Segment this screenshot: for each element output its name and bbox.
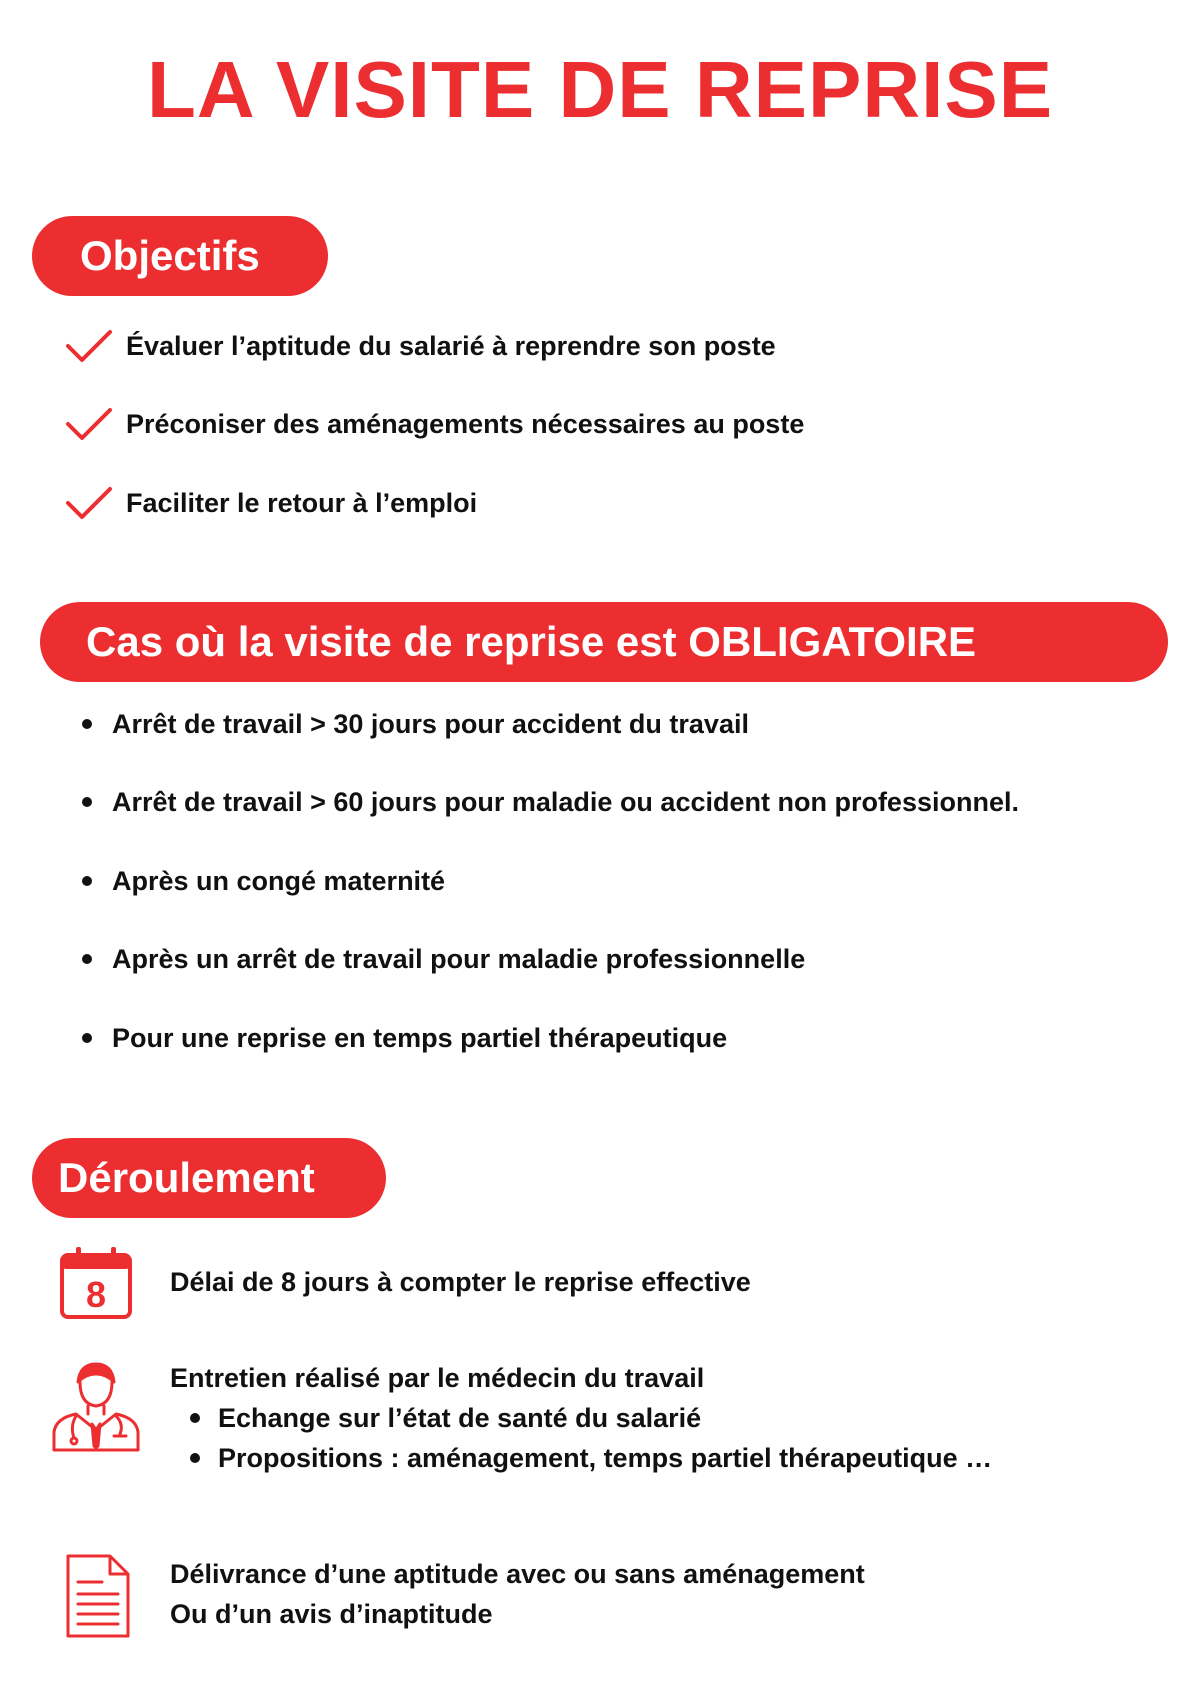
bullet-dot (190, 1413, 200, 1423)
checkmark-icon (64, 404, 114, 444)
list-item (82, 782, 1019, 822)
list-item (82, 1018, 727, 1058)
checkmark-icon (64, 326, 114, 366)
sub-list-item (170, 1438, 992, 1478)
sub-list-item-text: Echange sur l’état de santé du salarié (218, 1403, 702, 1433)
list-item (82, 704, 749, 744)
page-title: LA VISITE DE REPRISE (146, 45, 1054, 134)
sub-list (170, 1398, 992, 1478)
section-heading-label: Objectifs (80, 232, 260, 279)
list-item-text: Après un arrêt de travail pour maladie professionnelle (112, 943, 806, 974)
doctor-icon (50, 1360, 142, 1452)
bullet-dot (82, 876, 92, 886)
objective-text: Faciliter le retour à l’emploi (126, 487, 478, 518)
list-item (82, 939, 805, 979)
bullet-dot (82, 719, 92, 729)
objective-text: Évaluer l’aptitude du salarié à reprendre son poste (126, 330, 776, 361)
objective-item (64, 400, 804, 448)
section-heading-label: Cas où la visite de reprise est OBLIGATOIRE (86, 618, 977, 665)
section-heading-objectifs (32, 216, 328, 296)
bullet-dot (82, 1033, 92, 1043)
list-item (82, 861, 445, 901)
step-text: Entretien réalisé par le médecin du travail (170, 1363, 705, 1393)
list-item-text: Arrêt de travail > 30 jours pour accident du travail (112, 708, 749, 739)
step-block (170, 1358, 992, 1478)
sub-list-item-text: Propositions : aménagement, temps partiel thérapeutique … (218, 1443, 993, 1473)
list-item-text: Arrêt de travail > 60 jours pour maladie ou accident non professionnel. (112, 786, 1019, 817)
step-text-line: Ou d’un avis d’inaptitude (170, 1599, 493, 1629)
step-text-line: Délivrance d’une aptitude avec ou sans aménagement (170, 1559, 865, 1589)
calendar-number: 8 (85, 1274, 107, 1315)
step-text: Délai de 8 jours à compter le reprise effective (170, 1267, 751, 1297)
bullet-dot (190, 1453, 200, 1463)
checkmark-icon (64, 483, 114, 523)
section-heading-label: Déroulement (58, 1154, 315, 1201)
list-item-text: Pour une reprise en temps partiel thérapeutique (112, 1022, 728, 1053)
calendar-icon (58, 1245, 134, 1321)
section-heading-deroulement (32, 1138, 386, 1218)
document-icon (62, 1552, 134, 1640)
section-heading-cas-obligatoire (40, 602, 1168, 682)
list-item-text: Après un congé maternité (112, 865, 446, 896)
sub-list-item (170, 1398, 992, 1438)
step-block (170, 1554, 865, 1634)
bullet-dot (82, 797, 92, 807)
objective-item (64, 479, 477, 527)
objective-item (64, 322, 776, 370)
bullet-dot (82, 954, 92, 964)
objective-text: Préconiser des aménagements nécessaires au poste (126, 408, 805, 439)
